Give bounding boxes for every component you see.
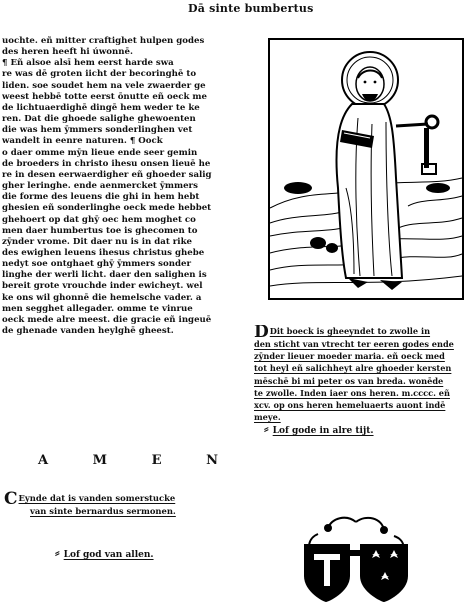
text-line: ghesien eñ sonderlinghe oeck mede hebbet (2, 203, 212, 214)
closing-line: van sinte bernardus sermonen. (30, 506, 176, 516)
flourish-mark: ⸗ (264, 423, 269, 438)
colophon-line: DDit boeck is gheeyndet to zwolle in (254, 325, 431, 338)
text-line: o daer omme mȳn lieue ende seer gemin (2, 147, 198, 158)
text-line: gher leringhe. ende aenmercket ȳmmers (2, 181, 198, 192)
text-line: uochte. eñ mitter craftighet hulpen godes (2, 36, 205, 46)
text-line: de lichtuaerdighē dingē hem weder te ke (2, 102, 200, 113)
text-line: zȳnder vrome. Dit daer nu is in dat rike (2, 236, 192, 247)
initial-letter: D (254, 325, 269, 338)
amen-line (38, 453, 218, 468)
amen-letter: E (151, 453, 162, 468)
closing-rubric (4, 489, 244, 517)
text-line: de broeders in christo ihesu onsen lieuē he (2, 158, 211, 169)
amen-letter: A (38, 453, 49, 468)
closing-praise: ⸗ Lof god van allen. (55, 545, 154, 561)
text-line: re in desen eerwaerdigher eñ ghoeder salig (2, 169, 212, 180)
closing-line: CEynde dat is vanden somerstucke (4, 489, 176, 509)
text-line: men daer humbertus toe is ghecomen to (2, 225, 198, 236)
text-line: die forme des leuens die ghi in hem hebt (2, 192, 200, 203)
printers-mark-shields (298, 514, 414, 606)
amen-letter: N (206, 453, 218, 468)
colophon-line: meye. (254, 412, 281, 423)
text-line: bereit grote vrouchde inder ewicheyt. wel (2, 281, 203, 292)
text-line: die was hem ȳmmers sonderlinghen vet (2, 125, 193, 136)
colophon (254, 325, 466, 438)
text-line: men segghet allegader. omme te vinrue (2, 303, 193, 314)
woodcut-saint-illustration (268, 38, 464, 300)
text-line: re was dē groten iicht der becoringhē to (2, 69, 197, 80)
body-text-column (2, 36, 242, 337)
text-line: oeck mede alre meest. die gracie eñ ingeuē (2, 314, 212, 325)
text-line: des ewighen leuens ihesus christus ghebe (2, 247, 205, 258)
text-line: ke ons wil ghonnē die hemelsche vader. a (2, 292, 202, 303)
initial-letter: C (4, 489, 18, 509)
flourish-mark: ⸗ (55, 545, 60, 561)
running-head: Dā sinte bumbertus (188, 2, 314, 15)
text-line: des heren heeft hi úwonnē. (2, 47, 133, 58)
colophon-line: zȳnder lieuer moeder maria. eñ oeck med (254, 351, 445, 362)
text-line: de ghenade vanden heylghē gheest. (2, 326, 174, 337)
colophon-line: den sticht van vtrecht ter eeren godes ende (254, 339, 454, 349)
text-line: ¶ Eñ alsoe alsī hem eerst harde swa (2, 58, 174, 69)
text-line: weest hebbē totte eerst ōnutte eñ oeck me (2, 91, 207, 102)
colophon-line: mēschē bi mi peter os van breda. wonēde (254, 375, 444, 386)
text-line: nedyt soe ontghaet ghȳ ȳmmers sonder (2, 259, 191, 270)
text-line: ren. Dat die ghoede salighe ghewoenten (2, 114, 196, 125)
text-line: ghehoert op dat ghȳ oec hem moghet co (2, 214, 196, 225)
amen-letter: M (92, 453, 108, 468)
colophon-line: te zwolle. Inden iaer ons heren. m.cccc. eñ (254, 387, 450, 398)
colophon-line: xcv. op ons heren hemeluaerts auont indē (254, 400, 446, 411)
text-line: linghe der werli licht. daer den salighen is (2, 270, 207, 281)
colophon-praise: ⸗ Lof gode in alre tijt. (264, 423, 374, 438)
text-line: liden. soe soudet hem na vele zwaerder ge (2, 80, 206, 91)
text-line: wandelt in eenre naturen. ¶ Oock (2, 136, 163, 147)
colophon-line: tot heyl eñ salichheyt alre ghoeder kersten (254, 363, 452, 374)
